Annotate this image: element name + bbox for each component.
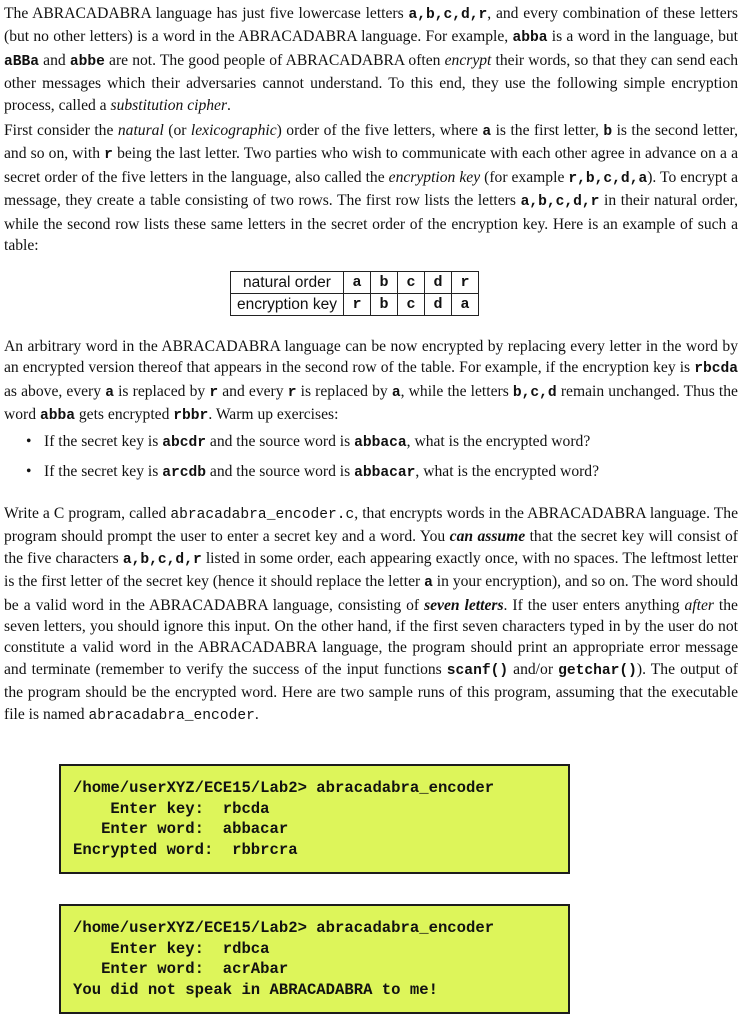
encryption-table <box>230 271 479 316</box>
terminal-line: You did not speak in ABRACADABRA to me! <box>73 980 438 999</box>
program-requirements-paragraph: Write a C program, called abracadabra_encoder.c, that encrypts words in the ABRACADABRA language. The program should prompt the user to enter a secret key and a word. You can assume that the secret key will consist of the five characters a,b,c,d,r listed in some order, each appearing exactly once, with no spaces. The leftmost letter is the first letter of the secret key (hence it should replace the letter a in your encryption), and so on. The word should be a valid word in the ABRACADABRA language, consisting of seven letters. If the user enters anything after the seven letters, you should ignore this input. On the other hand, if the first seven characters typed in by the user do not constitute a valid word in the ABRACADABRA language, the program should print an appropriate error message and terminate (remember to verify the success of the input functions scanf() and/or getchar()). The output of the program should be the encrypted word. Here are two sample runs of this program, assuming that the executable file is named abracadabra_encoder. <box>4 505 739 724</box>
list-item: • If the secret key is arcdb and the source word is abbacar, what is the encrypted word? <box>26 463 600 482</box>
intro-paragraph: The ABRACADABRA language has just five lowercase letters a,b,c,d,r, and every combination of these letters (but no other letters) is a word in the ABRACADABRA language. For example, abba is a word in the language, but aBBa and abbe are not. The good people of ABRACADABRA often encrypt their words, so that they can send each other messages which their adversaries cannot understand. To this end, they use the following simple encryption process, called a substitution cipher. <box>4 5 739 114</box>
list-item: • If the secret key is abcdr and the source word is abbaca, what is the encrypted word? <box>26 433 591 451</box>
terminal-line: Enter word: abbacar <box>73 820 289 838</box>
table-cell: a <box>451 294 478 316</box>
table-cell: d <box>424 272 451 294</box>
terminal-line: Enter key: rdbca <box>73 939 270 958</box>
sample-run-2 <box>59 904 570 1014</box>
row-label: natural order <box>231 272 344 294</box>
encryption-key-row <box>231 294 479 316</box>
terminal-line: Enter word: acrAbar <box>73 960 289 978</box>
table-cell: r <box>451 272 478 294</box>
sample-run-1 <box>59 764 570 874</box>
table-cell: d <box>424 294 451 316</box>
natural-order-row <box>231 272 479 294</box>
table-cell: b <box>370 272 397 294</box>
terminal-line: Enter key: rbcda <box>73 799 270 818</box>
table-cell: c <box>397 294 424 316</box>
table-cell: a <box>343 272 370 294</box>
terminal-line: Encrypted word: rbbrcra <box>73 840 298 859</box>
warmup-exercise-list <box>4 431 738 492</box>
terminal-line: /home/userXYZ/ECE15/Lab2> abracadabra_encoder <box>73 779 495 797</box>
table-cell: b <box>370 294 397 316</box>
terminal-line: /home/userXYZ/ECE15/Lab2> abracadabra_encoder <box>73 919 495 937</box>
row-label: encryption key <box>231 294 344 316</box>
natural-order-paragraph: First consider the natural (or lexicographic) order of the five letters, where a is the first letter, b is the second letter, and so on, with r being the last letter. Two parties who wish to communicate with each other agree in advance on a a secret order of the five letters in the language, also called the encryption key (for example r,b,c,d,a). To encrypt a message, they create a table consisting of two rows. The first row lists the letters a,b,c,d,r in their natural order, while the second row lists these same letters in the secret order of the encryption key. Here is an example of such a table: <box>4 122 739 255</box>
table-cell: r <box>343 294 370 316</box>
table-cell: c <box>397 272 424 294</box>
encryption-example-paragraph: An arbitrary word in the ABRACADABRA language can be now encrypted by replacing every letter in the word by an encrypted version thereof that appears in the second row of the table. For example, if the encryption key is rbcda as above, every a is replaced by r and every r is replaced by a, while the letters b,c,d remain unchanged. Thus the word abba gets encrypted rbbr. Warm up exercises: <box>4 338 738 425</box>
